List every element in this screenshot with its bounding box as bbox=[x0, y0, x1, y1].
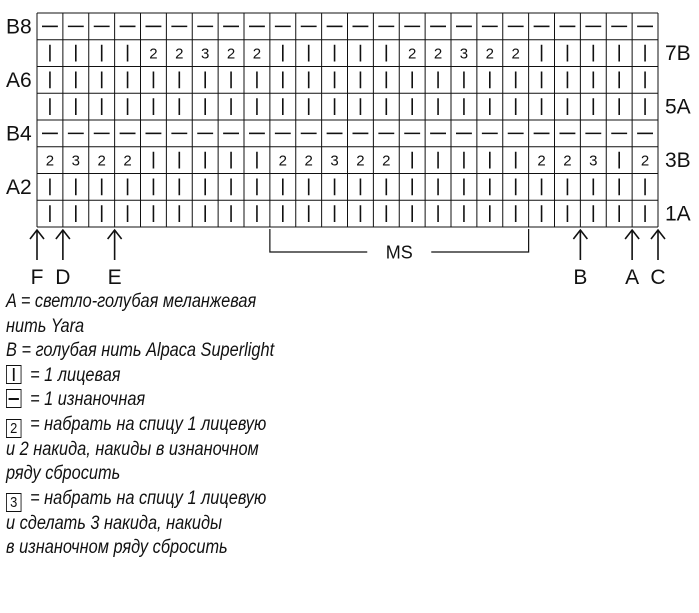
knit-stitch-icon bbox=[6, 365, 21, 384]
legend-yarn-b: B = голубая нить Alpaca Superlight bbox=[6, 340, 275, 361]
wrap-stitch: 2 bbox=[45, 152, 55, 170]
wrap-stitch: 2 bbox=[149, 45, 158, 63]
wrap-stitch: 3 bbox=[71, 152, 80, 170]
marker-label: F bbox=[30, 266, 44, 289]
row-label-left: B4 bbox=[6, 122, 32, 146]
wrap-3-icon: 3 bbox=[6, 493, 21, 512]
legend-knit: = 1 лицевая bbox=[6, 364, 350, 389]
knitting-chart bbox=[0, 0, 699, 290]
legend-sym3-cont2: в изнаночном ряду сбросить bbox=[6, 537, 228, 558]
legend-sym3-cont: и сделать 3 накида, накиды bbox=[6, 512, 223, 534]
marker-label: A bbox=[625, 266, 640, 289]
wrap-stitch: 2 bbox=[278, 152, 287, 170]
wrap-stitch: 2 bbox=[485, 45, 494, 63]
marker-label: D bbox=[55, 266, 71, 289]
wrap-2-icon: 2 bbox=[6, 419, 21, 438]
wrap-stitch: 2 bbox=[356, 152, 365, 170]
wrap-stitch: 2 bbox=[175, 45, 184, 63]
wrap-stitch: 2 bbox=[97, 152, 106, 170]
wrap-stitch: 2 bbox=[226, 45, 236, 63]
wrap-stitch: 3 bbox=[459, 45, 469, 63]
wrap-stitch: 2 bbox=[640, 152, 650, 170]
marker-label: E bbox=[107, 266, 122, 289]
row-label-right: 1A bbox=[665, 202, 691, 226]
wrap-stitch: 2 bbox=[563, 152, 572, 170]
wrap-stitch: 2 bbox=[537, 152, 546, 170]
legend-sym2-cont2: ряду сбросить bbox=[6, 463, 121, 484]
marker-label: B bbox=[573, 266, 588, 289]
legend-purl: = 1 изнаночная bbox=[6, 388, 350, 413]
legend-sym3: 3 = набрать на спицу 1 лицевую bbox=[6, 487, 350, 512]
legend-yarn-a: A = светло-голубая меланжевая bbox=[6, 291, 257, 312]
repeat-label: MS bbox=[385, 242, 413, 263]
wrap-stitch: 2 bbox=[433, 45, 443, 63]
row-label-left: A2 bbox=[6, 175, 32, 199]
row-label-right: 3B bbox=[665, 149, 691, 173]
wrap-stitch: 3 bbox=[589, 152, 598, 170]
purl-stitch-icon bbox=[6, 389, 21, 408]
wrap-stitch: 2 bbox=[382, 152, 391, 170]
repeat-bracket-right bbox=[431, 229, 528, 252]
legend-sym2: 2 = набрать на спицу 1 лицевую bbox=[6, 413, 350, 438]
legend-yarn-a-cont: нить Yara bbox=[6, 315, 85, 337]
wrap-stitch: 2 bbox=[408, 45, 417, 63]
wrap-stitch: 3 bbox=[201, 45, 210, 63]
row-label-left: A6 bbox=[6, 68, 32, 92]
legend bbox=[6, 290, 350, 561]
wrap-stitch: 3 bbox=[330, 152, 339, 170]
marker-label: C bbox=[650, 266, 666, 289]
legend-sym2-cont: и 2 накида, накиды в изнаночном bbox=[6, 438, 259, 460]
wrap-stitch: 2 bbox=[304, 152, 313, 170]
wrap-stitch: 2 bbox=[252, 45, 262, 63]
row-label-right: 7B bbox=[665, 42, 691, 66]
repeat-bracket-left bbox=[270, 229, 367, 252]
wrap-stitch: 2 bbox=[511, 45, 520, 63]
row-label-left: B8 bbox=[6, 15, 32, 39]
row-label-right: 5A bbox=[665, 95, 691, 119]
wrap-stitch: 2 bbox=[123, 152, 132, 170]
